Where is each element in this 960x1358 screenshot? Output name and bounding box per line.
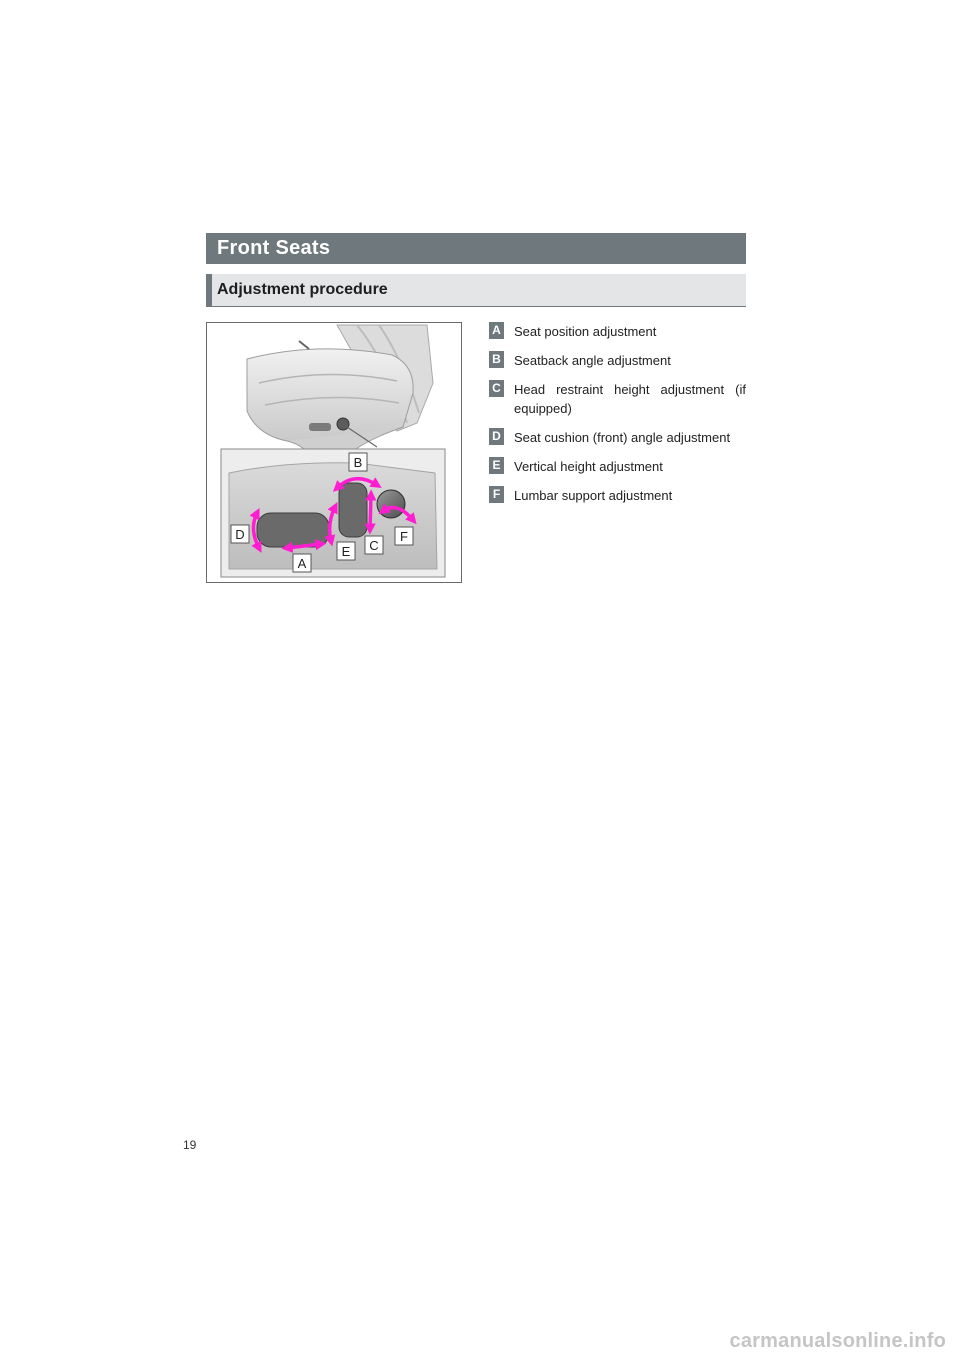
item-badge: C	[489, 380, 504, 397]
watermark: carmanualsonline.info	[729, 1330, 946, 1352]
callout-c: C	[369, 538, 379, 553]
seat-photo	[247, 325, 433, 463]
item-text: Seat cushion (front) angle adjustment	[514, 430, 731, 445]
item-badge: F	[489, 486, 504, 503]
list-item	[489, 486, 746, 505]
page-number: 19	[183, 1138, 197, 1152]
list-item	[489, 428, 746, 447]
seat-adjustment-illustration	[206, 322, 462, 583]
subsection-title: Adjustment procedure	[217, 281, 388, 298]
subsection-accent-bar	[206, 274, 212, 306]
arrow-c	[370, 495, 371, 529]
list-item	[489, 351, 746, 370]
list-item	[489, 380, 746, 418]
seat-illustration-svg	[207, 323, 461, 582]
adjustment-list	[489, 322, 746, 505]
item-text: Seatback angle adjustment	[514, 353, 671, 368]
item-text: Lumbar support adjustment	[514, 488, 673, 503]
callout-b: B	[353, 455, 363, 470]
item-text: Head restraint height adjustment (if equipped)	[514, 382, 746, 416]
section-title: Front Seats	[206, 233, 746, 264]
item-text: Seat position adjustment	[514, 324, 657, 339]
subsection-header	[206, 274, 746, 307]
callout-f: F	[400, 529, 408, 544]
callout-e: E	[341, 544, 351, 559]
item-badge: D	[489, 428, 504, 445]
list-item	[489, 457, 746, 476]
list-item	[489, 322, 746, 341]
item-badge: E	[489, 457, 504, 474]
item-badge: B	[489, 351, 504, 368]
callout-d: D	[235, 527, 245, 542]
callout-a: A	[297, 556, 307, 571]
item-badge: A	[489, 322, 504, 339]
item-text: Vertical height adjustment	[514, 459, 663, 474]
